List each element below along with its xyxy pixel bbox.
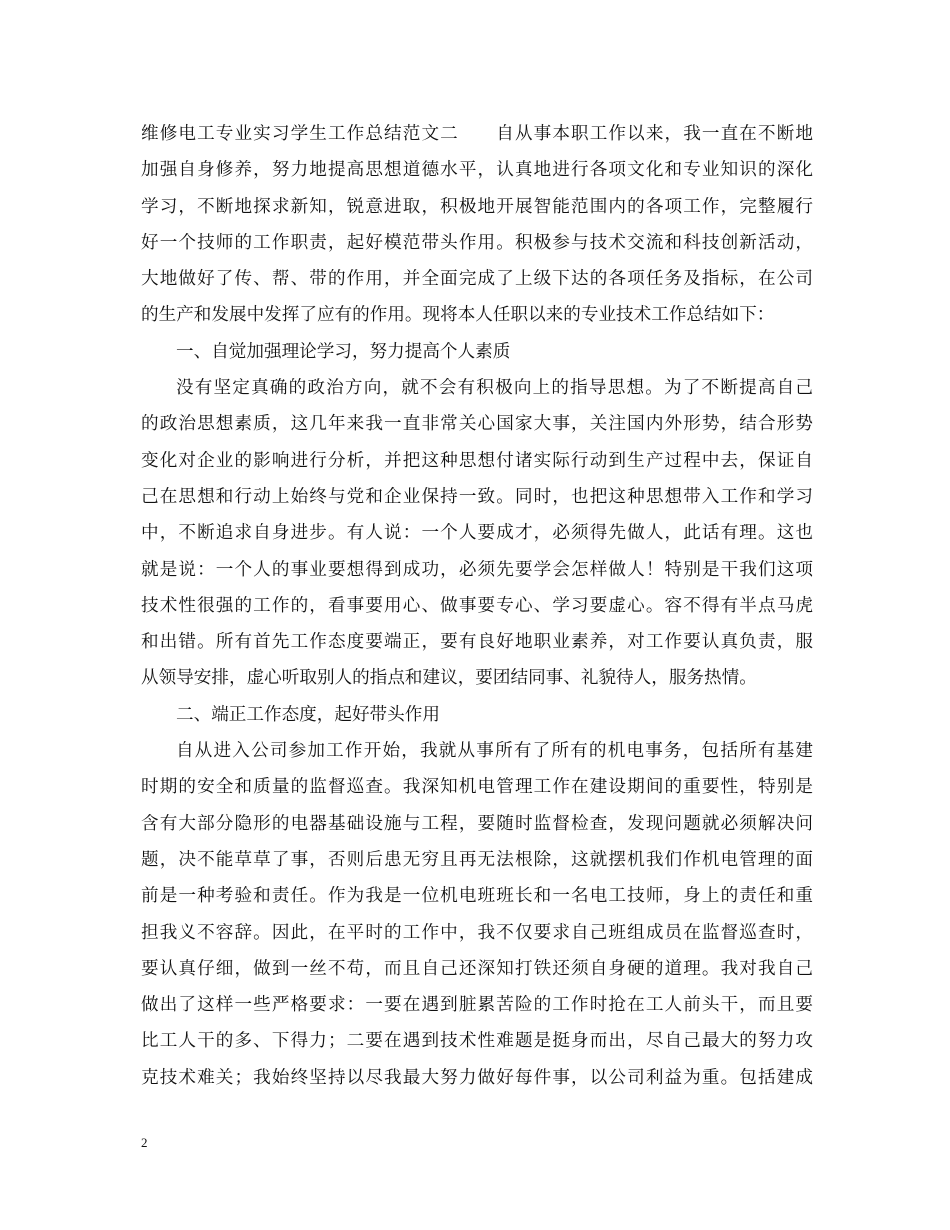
section-heading: 二、端正工作态度，起好带头作用	[176, 704, 440, 725]
section-heading: 一、自觉加强理论学习，努力提高个人素质	[176, 341, 511, 362]
text-line: 的生产和发展中发挥了应有的作用。现将本人任职以来的专业技术工作总结如下：	[141, 305, 775, 326]
body-text	[141, 116, 813, 1096]
text-line: 克技术难关；我始终坚持以尽我最大努力做好每件事，以公司利益为重。包括建成	[141, 1067, 813, 1088]
text-line: 就是说：一个人的事业要想得到成功，必须先要学会怎样做人！特别是干我们这项	[141, 559, 813, 580]
text-line: 和出错。所有首先工作态度要端正，要有良好地职业素养，对工作要认真负责，服	[141, 632, 813, 653]
text-line: 自从进入公司参加工作开始，我就从事所有了所有的机电事务，包括所有基建	[176, 741, 813, 762]
text-line: 变化对企业的影响进行分析，并把这种思想付诸实际行动到生产过程中去，保证自	[141, 450, 813, 471]
text-line: 题，决不能草草了事，否则后患无穷且再无法根除，这就摆机我们作机电管理的面	[141, 849, 813, 870]
text-line: 技术性很强的工作的，看事要用心、做事要专心、学习要虚心。容不得有半点马虎	[141, 595, 813, 616]
text-line: 学习，不断地探求新知，锐意进取，积极地开展智能范围内的各项工作，完整履行	[141, 196, 813, 217]
text-line: 含有大部分隐形的电器基础设施与工程，要随时监督检查，发现问题就必须解决问	[141, 813, 813, 834]
text-line: 的政治思想素质，这几年来我一直非常关心国家大事，关注国内外形势，结合形势	[141, 414, 813, 435]
text-line: 中，不断追求自身进步。有人说：一个人要成才，必须得先做人，此话有理。这也	[141, 523, 813, 544]
text-line: 担我义不容辞。因此，在平时的工作中，我不仅要求自己班组成员在监督巡查时，	[141, 922, 813, 943]
text-line: 前是一种考验和责任。作为我是一位机电班班长和一名电工技师，身上的责任和重	[141, 886, 813, 907]
page-number: 2	[141, 1135, 148, 1150]
text-line: 时期的安全和质量的监督巡查。我深知机电管理工作在建设期间的重要性，特别是	[141, 777, 813, 798]
text-line: 没有坚定真确的政治方向，就不会有积极向上的指导思想。为了不断提高自己	[176, 378, 813, 399]
text-line: 比工人干的多、下得力；二要在遇到技术性难题是挺身而出，尽自己最大的努力攻	[141, 1031, 813, 1052]
text-line: 好一个技师的工作职责，起好模范带头作用。积极参与技术交流和科技创新活动，	[141, 232, 813, 253]
text-line: 大地做好了传、帮、带的作用，并全面完成了上级下达的各项任务及指标，在公司	[141, 269, 813, 290]
text-line: 做出了这样一些严格要求：一要在遇到脏累苦险的工作时抢在工人前头干，而且要	[141, 995, 813, 1016]
text-line: 要认真仔细，做到一丝不苟，而且自己还深知打铁还须自身硬的道理。我对我自己	[141, 958, 813, 979]
text-line: 维修电工专业实习学生工作总结范文二 自从事本职工作以来，我一直在不断地	[141, 124, 813, 144]
text-line: 加强自身修养，努力地提高思想道德水平，认真地进行各项文化和专业知识的深化	[141, 160, 813, 181]
text-line: 从领导安排，虚心听取别人的指点和建议，要团结同事、礼貌待人，服务热情。	[141, 668, 757, 689]
text-line: 己在思想和行动上始终与党和企业保持一致。同时，也把这种思想带入工作和学习	[141, 486, 813, 507]
